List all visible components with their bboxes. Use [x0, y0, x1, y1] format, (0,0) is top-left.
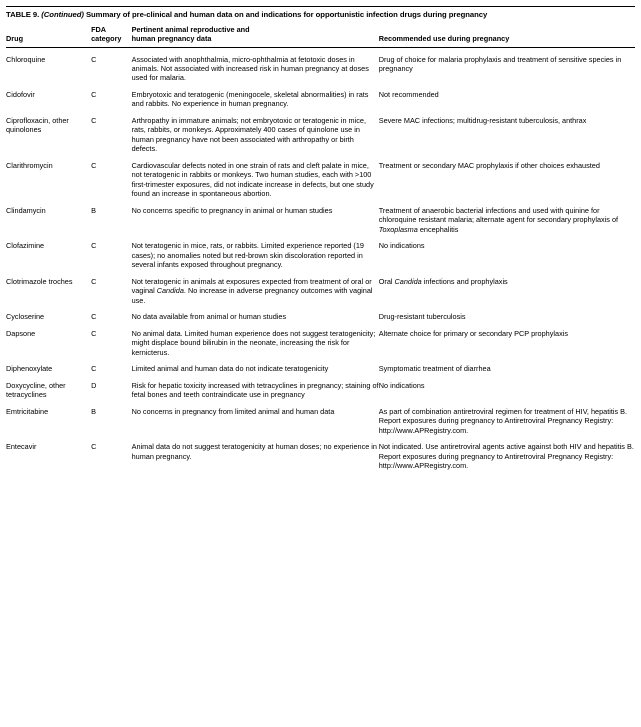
cell-recommended-use: Treatment or secondary MAC prophylaxis if other choices exhausted [378, 160, 600, 170]
cell-drug-name: Emtricitabine [6, 406, 49, 416]
cell-animal-human-data: Not teratogenic in mice, rats, or rabbits. Limited experience reported (19 cases); no anomalies noted but red-brown skin discoloration reported in several infants exposed throughout pregnancy. [131, 241, 364, 270]
cell-recommended-use: As part of combination antiretroviral regimen for treatment of HIV, hepatitis B. Report exposures during pregnancy to Antiretroviral Pregnancy Registry: http://www.APRegistry.com. [378, 406, 628, 435]
cell-animal-human-data: Animal data do not suggest teratogenicity at human doses; no experience in human pregnancy. [131, 442, 377, 461]
table-row [6, 154, 635, 199]
column-header-drug [6, 23, 91, 47]
cell-animal-human-data: Limited animal and human data do not indicate teratogenicity [131, 364, 329, 374]
table-row [6, 305, 635, 321]
table-header-row [6, 23, 635, 47]
column-header-data-line2: human pregnancy data [131, 34, 212, 44]
cell-drug-name: Clotrimazole troches [6, 276, 73, 286]
cell-animal-human-data: No data available from animal or human studies [131, 312, 287, 322]
column-header-use-label: Recommended use during pregnancy [378, 34, 510, 44]
table-row [6, 234, 635, 269]
cell-drug-name: Clarithromycin [6, 160, 53, 170]
table-row [6, 357, 635, 373]
table-title [6, 7, 635, 23]
cell-recommended-use: Alternate choice for primary or secondary PCP prophylaxis [378, 328, 568, 338]
cell-recommended-use: No indications [378, 380, 425, 390]
cell-recommended-use: Drug of choice for malaria prophylaxis and treatment of sensitive species in pregnancy [378, 54, 622, 73]
cell-fda-category: C [91, 364, 97, 374]
cell-recommended-use: Severe MAC infections; multidrug-resistant tuberculosis, anthrax [378, 115, 587, 125]
table-body [6, 48, 635, 471]
table-row [6, 199, 635, 234]
cell-drug-name: Clindamycin [6, 205, 46, 215]
cell-animal-human-data: No animal data. Limited human experience does not suggest teratogenicity; might displace bound bilirubin in the neonate, increasing the risk for kernicterus. [131, 328, 376, 357]
cell-animal-human-data: Cardiovascular defects noted in one strain of rats and cleft palate in mice, not teratogenic in rabbits or monkeys. Two human studies, each with >100 first-trimester exposures, did not indicate increase in defects, but one study found an increase in spontaneous abortion. [131, 160, 374, 199]
cell-animal-human-data: No concerns specific to pregnancy in animal or human studies [131, 205, 333, 215]
column-header-data-line1: Pertinent animal reproductive and [131, 24, 250, 34]
column-header-fda-category [91, 23, 132, 47]
cell-fda-category: C [91, 442, 97, 452]
cell-animal-human-data: No concerns in pregnancy from limited animal and human data [131, 406, 335, 416]
table-bottom-spacer [6, 470, 635, 474]
cell-fda-category: C [91, 115, 97, 125]
column-header-fda-line1: FDA [91, 24, 107, 34]
cell-fda-category: C [91, 241, 97, 251]
cell-fda-category: B [91, 205, 96, 215]
cell-drug-name: Cycloserine [6, 312, 45, 322]
cell-fda-category: C [91, 89, 97, 99]
table-row [6, 322, 635, 357]
cell-fda-category: C [91, 312, 97, 322]
column-header-recommended-use [379, 23, 635, 47]
cell-recommended-use: No indications [378, 241, 425, 251]
table-row [6, 270, 635, 305]
cell-drug-name: Clofazimine [6, 241, 45, 251]
cell-fda-category: C [91, 54, 97, 64]
column-header-fda-line2: category [91, 34, 122, 44]
cell-fda-category: C [91, 328, 97, 338]
table-row [6, 374, 635, 400]
cell-drug-name: Entecavir [6, 442, 37, 452]
cell-fda-category: D [91, 380, 97, 390]
cell-drug-name: Dapsone [6, 328, 36, 338]
cell-animal-human-data: Risk for hepatic toxicity increased with tetracyclines in pregnancy; staining of fetal bones and teeth contraindicate use in pregnancy [131, 380, 379, 400]
column-header-drug-label: Drug [6, 34, 24, 44]
document-page [0, 6, 641, 727]
cell-drug-name: Cidofovir [6, 89, 35, 99]
oi-drugs-table-body [6, 48, 635, 471]
column-header-animal-human-data [132, 23, 379, 47]
table-row [6, 48, 635, 83]
table-row [6, 400, 635, 435]
cell-fda-category: B [91, 406, 96, 416]
cell-recommended-use: Treatment of anaerobic bacterial infections and used with quinine for chloroquine resistant malaria; alternate agent for secondary prophylaxis of Toxoplasma encephalitis [378, 205, 619, 234]
table-header [6, 23, 635, 47]
cell-recommended-use: Not indicated. Use antiretroviral agents active against both HIV and hepatitis B. Report exposures during pregnancy to Antiretroviral Pregnancy Registry: http://www.APRegistry.com. [378, 442, 634, 470]
cell-animal-human-data: Not teratogenic in animals at exposures expected from treatment of oral or vaginal Candida. No increase in adverse pregnancy outcomes with vaginal use. [131, 276, 373, 305]
table-title-text: Summary of pre-clinical and human data on and indications for opportunistic infection drugs during pregnancy [83, 10, 488, 19]
cell-animal-human-data: Associated with anophthalmia, micro-ophthalmia at fetotoxic doses in animals. Not associated with increased risk in human pregnancy at doses used for malaria. [131, 54, 369, 83]
cell-recommended-use: Not recommended [378, 89, 439, 99]
cell-drug-name: Ciprofloxacin, other quinolones [6, 115, 69, 135]
cell-fda-category: C [91, 160, 97, 170]
cell-recommended-use: Oral Candida infections and prophylaxis [378, 276, 508, 286]
oi-drugs-table [6, 23, 635, 47]
table-row [6, 83, 635, 109]
cell-recommended-use: Drug-resistant tuberculosis [378, 312, 466, 322]
cell-animal-human-data: Arthropathy in immature animals; not embryotoxic or teratogenic in mice, rats, rabbits, or monkeys. Approximately 400 cases of quinolone use in human pregnancy have not been associated with arthropathy or birth defects. [131, 115, 366, 154]
cell-drug-name: Diphenoxylate [6, 364, 53, 374]
cell-animal-human-data: Embryotoxic and teratogenic (meningocele, skeletal abnormalities) in rats and rabbits. No experience in human pregnancy. [131, 89, 369, 109]
cell-drug-name: Doxycycline, other tetracyclines [6, 380, 66, 400]
table-label: TABLE 9. [6, 10, 40, 19]
table-row [6, 435, 635, 470]
cell-drug-name: Chloroquine [6, 54, 46, 64]
cell-recommended-use: Symptomatic treatment of diarrhea [378, 364, 491, 374]
table-continued-label: (Continued) [41, 10, 84, 19]
table-row [6, 109, 635, 154]
cell-fda-category: C [91, 276, 97, 286]
